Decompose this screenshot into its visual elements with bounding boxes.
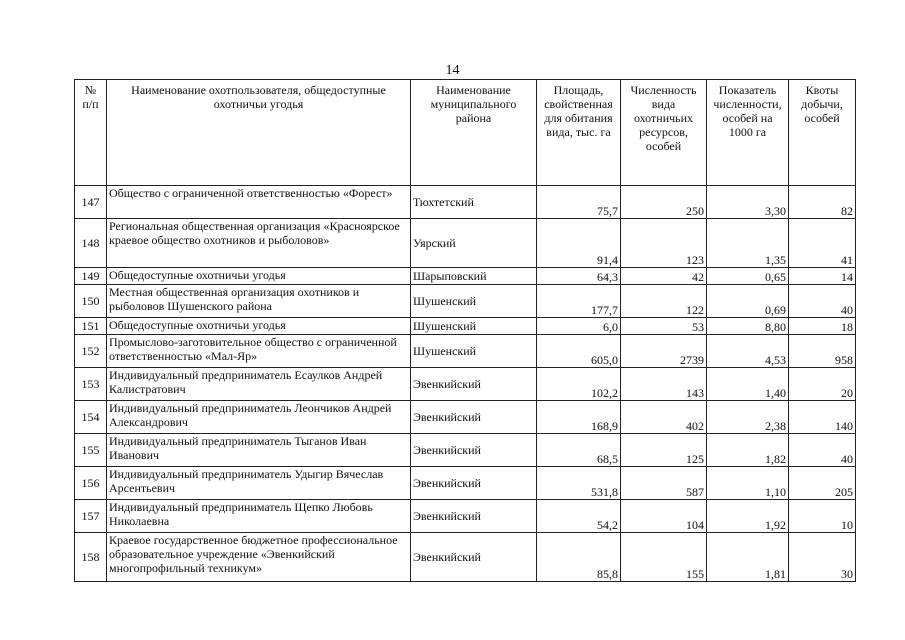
row-quota: 41 [789, 219, 856, 268]
row-area: 531,8 [537, 467, 621, 500]
row-density: 1,40 [707, 368, 789, 401]
quota-table [74, 79, 856, 582]
row-count: 53 [621, 318, 707, 335]
row-density: 1,92 [707, 500, 789, 533]
header-area: Площадь, свойственная для обитания вида, тыс. га [537, 80, 621, 186]
header-density: Показатель численности, особей на 1000 га [707, 80, 789, 186]
row-number: 153 [75, 368, 107, 401]
table-row [75, 186, 856, 219]
header-user-name: Наименование охотпользователя, общедоступные охотничьи угодья [107, 80, 411, 186]
row-user-name: Местная общественная организация охотников и рыболовов Шушенского района [107, 285, 411, 318]
row-area: 85,8 [537, 533, 621, 582]
row-area: 75,7 [537, 186, 621, 219]
row-quota: 958 [789, 335, 856, 368]
row-number: 148 [75, 219, 107, 268]
row-district: Тюхтетский [411, 186, 537, 219]
row-count: 402 [621, 401, 707, 434]
row-quota: 10 [789, 500, 856, 533]
row-density: 8,80 [707, 318, 789, 335]
row-density: 3,30 [707, 186, 789, 219]
row-density: 1,81 [707, 533, 789, 582]
row-count: 122 [621, 285, 707, 318]
row-density: 1,82 [707, 434, 789, 467]
header-row [75, 80, 856, 186]
row-district: Эвенкийский [411, 368, 537, 401]
header-district: Наименование муниципального района [411, 80, 537, 186]
row-district: Эвенкийский [411, 533, 537, 582]
header-number-label: № п/п [82, 83, 99, 111]
table-row [75, 219, 856, 268]
row-count: 104 [621, 500, 707, 533]
row-user-name: Промыслово-заготовительное общество с ограниченной ответственностью «Мал-Яр» [107, 335, 411, 368]
row-count: 155 [621, 533, 707, 582]
row-user-name: Общество с ограниченной ответственностью «Форест» [107, 186, 411, 219]
row-number: 151 [75, 318, 107, 335]
row-district: Эвенкийский [411, 467, 537, 500]
table-row [75, 368, 856, 401]
row-district: Шушенский [411, 318, 537, 335]
table-row [75, 434, 856, 467]
row-area: 102,2 [537, 368, 621, 401]
row-quota: 205 [789, 467, 856, 500]
row-number: 155 [75, 434, 107, 467]
row-number: 156 [75, 467, 107, 500]
row-area: 91,4 [537, 219, 621, 268]
header-count: Численность вида охотничьих ресурсов, особей [621, 80, 707, 186]
table-row [75, 268, 856, 285]
row-count: 2739 [621, 335, 707, 368]
row-area: 177,7 [537, 285, 621, 318]
row-density: 0,65 [707, 268, 789, 285]
row-density: 0,69 [707, 285, 789, 318]
row-user-name: Региональная общественная организация «Красноярское краевое общество охотников и рыболовов» [107, 219, 411, 268]
row-area: 68,5 [537, 434, 621, 467]
row-area: 54,2 [537, 500, 621, 533]
table-row [75, 285, 856, 318]
row-user-name: Краевое государственное бюджетное профессиональное образовательное учреждение «Эвенкийский многопрофильный техникум» [107, 533, 411, 582]
row-district: Шушенский [411, 335, 537, 368]
row-area: 6,0 [537, 318, 621, 335]
row-district: Эвенкийский [411, 434, 537, 467]
row-number: 150 [75, 285, 107, 318]
row-number: 154 [75, 401, 107, 434]
row-number: 149 [75, 268, 107, 285]
row-density: 4,53 [707, 335, 789, 368]
table-row [75, 467, 856, 500]
row-quota: 18 [789, 318, 856, 335]
row-quota: 140 [789, 401, 856, 434]
table-row [75, 401, 856, 434]
row-density: 1,35 [707, 219, 789, 268]
table-row [75, 533, 856, 582]
row-user-name: Общедоступные охотничьи угодья [107, 268, 411, 285]
row-number: 152 [75, 335, 107, 368]
row-count: 125 [621, 434, 707, 467]
header-quota: Квоты добычи, особей [789, 80, 856, 186]
row-density: 1,10 [707, 467, 789, 500]
row-quota: 14 [789, 268, 856, 285]
row-number: 158 [75, 533, 107, 582]
row-quota: 40 [789, 434, 856, 467]
row-user-name: Индивидуальный предприниматель Удыгир Вячеслав Арсентьевич [107, 467, 411, 500]
row-number: 147 [75, 186, 107, 219]
row-user-name: Индивидуальный предприниматель Щепко Любовь Николаевна [107, 500, 411, 533]
header-number [75, 80, 107, 186]
row-quota: 40 [789, 285, 856, 318]
row-district: Уярский [411, 219, 537, 268]
row-district: Эвенкийский [411, 500, 537, 533]
table-body [75, 186, 856, 582]
row-count: 250 [621, 186, 707, 219]
row-user-name: Индивидуальный предприниматель Леончиков Андрей Александрович [107, 401, 411, 434]
row-area: 168,9 [537, 401, 621, 434]
row-count: 123 [621, 219, 707, 268]
row-density: 2,38 [707, 401, 789, 434]
row-quota: 82 [789, 186, 856, 219]
row-district: Шушенский [411, 285, 537, 318]
row-count: 42 [621, 268, 707, 285]
row-quota: 20 [789, 368, 856, 401]
table-row [75, 318, 856, 335]
table-row [75, 335, 856, 368]
row-user-name: Индивидуальный предприниматель Тыганов Иван Иванович [107, 434, 411, 467]
table-row [75, 500, 856, 533]
row-user-name: Общедоступные охотничьи угодья [107, 318, 411, 335]
row-district: Шарыповский [411, 268, 537, 285]
row-area: 64,3 [537, 268, 621, 285]
row-count: 587 [621, 467, 707, 500]
row-user-name: Индивидуальный предприниматель Есаулков Андрей Калистратович [107, 368, 411, 401]
row-count: 143 [621, 368, 707, 401]
row-district: Эвенкийский [411, 401, 537, 434]
row-area: 605,0 [537, 335, 621, 368]
page-number: 14 [445, 63, 460, 78]
row-quota: 30 [789, 533, 856, 582]
row-number: 157 [75, 500, 107, 533]
